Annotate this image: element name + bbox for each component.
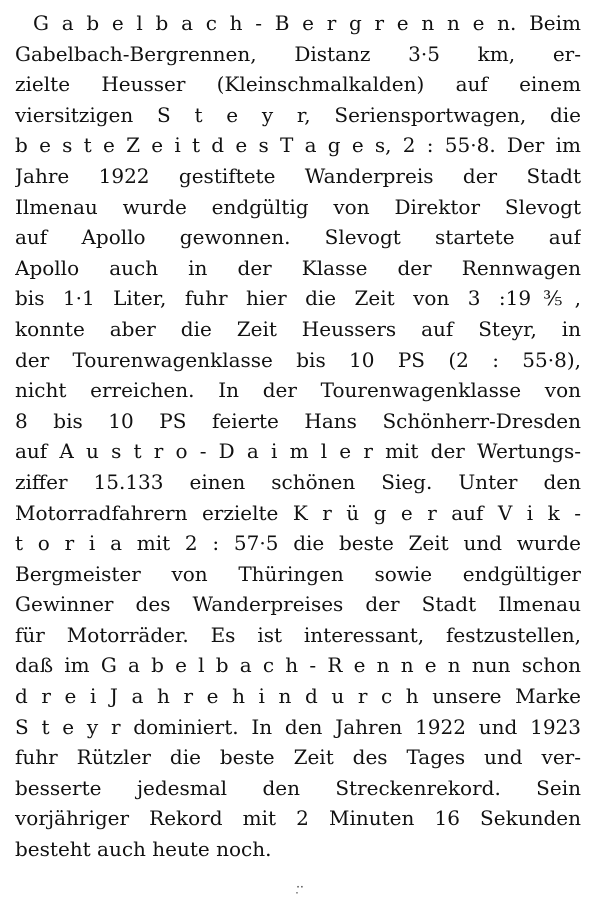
text-line: der Tourenwagenklasse bis 10 PS (2 : 55·8), xyxy=(15,347,581,372)
text-line: Apollo auch in der Klasse der Rennwagen xyxy=(15,255,581,280)
text-line: G a b e l b a c h - B e r g r e n n e n. Beim xyxy=(33,11,581,35)
text-line: konnte aber die Zeit Heussers auf Steyr, in xyxy=(15,316,581,341)
text-line: Ilmenau wurde endgültig von Direktor Slevogt xyxy=(15,194,581,219)
text-line: daß im G a b e l b a c h - R e n n e n nun schon xyxy=(15,653,581,678)
text-line: Bergmeister von Thüringen sowie endgültiger xyxy=(15,561,581,586)
text-line: fuhr Rützler die beste Zeit des Tages und ver- xyxy=(15,745,581,770)
text-line: ziffer 15.133 einen schönen Sieg. Unter den xyxy=(15,469,581,494)
text-line: für Motorräder. Es ist interessant, festzustellen, xyxy=(15,622,581,647)
article-paragraph xyxy=(15,8,581,865)
text-line: t o r i a mit 2 : 57·5 die beste Zeit und wurde xyxy=(15,531,581,556)
text-line: besteht auch heute noch. xyxy=(15,837,272,862)
text-line: nicht erreichen. In der Tourenwagenklasse von xyxy=(15,378,581,403)
text-line: zielte Heusser (Kleinschmalkalden) auf einem xyxy=(15,72,581,97)
text-line: Motorradfahrern erzielte K r ü g e r auf V i k - xyxy=(15,500,581,525)
section-ornament: ·̣· xyxy=(296,880,304,894)
text-line: auf A u s t r o - D a i m l e r mit der Wertungs- xyxy=(15,439,581,464)
text-line: vorjähriger Rekord mit 2 Minuten 16 Sekunden xyxy=(15,806,581,831)
text-line: auf Apollo gewonnen. Slevogt startete auf xyxy=(15,225,581,250)
text-line: S t e y r dominiert. In den Jahren 1922 und 1923 xyxy=(15,714,581,739)
text-line: besserte jedesmal den Streckenrekord. Sein xyxy=(15,775,581,800)
text-line: Jahre 1922 gestiftete Wanderpreis der Stadt xyxy=(15,163,581,188)
text-line: d r e i J a h r e h i n d u r c h unsere Marke xyxy=(15,684,581,709)
text-line: Gabelbach-Bergrennen, Distanz 3·5 km, er- xyxy=(15,41,581,66)
text-line: Gewinner des Wanderpreises der Stadt Ilmenau xyxy=(15,592,581,617)
text-line: viersitzigen S t e y r, Seriensportwagen, die xyxy=(15,102,581,127)
text-line: 8 bis 10 PS feierte Hans Schönherr-Dresden xyxy=(15,408,581,433)
text-line: bis 1·1 Liter, fuhr hier die Zeit von 3 :19⅗, xyxy=(15,286,581,311)
text-line: b e s t e Z e i t d e s T a g e s, 2 : 55·8. Der im xyxy=(15,133,581,158)
